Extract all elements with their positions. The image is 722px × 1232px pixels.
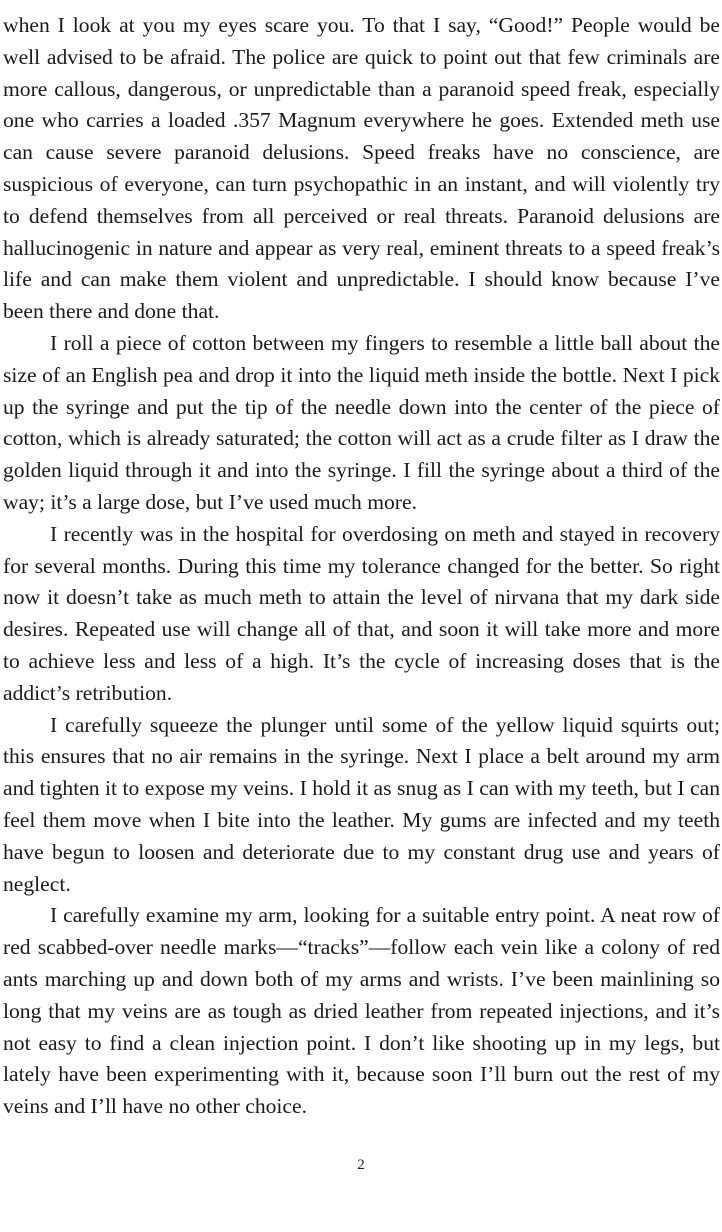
paragraph-4: I carefully squeeze the plunger until some of the yellow liquid squirts out; this ensures that no air remains in the syringe. Next I place a belt around my arm and tighten it to expose my veins. I hold it as snug as I can with my teeth, but I can feel them move when I bite into the leather. My gums are infected and my teeth have begun to loosen and deteriorate due to my constant drug use and years of neglect. bbox=[3, 712, 720, 896]
paragraph-1: when I look at you my eyes scare you. To that I say, “Good!” People would be well advised to be afraid. The police are quick to point out that few criminals are more callous, dangerous, or unpredictable than a paranoid speed freak, especially one who carries a loaded .357 Magnum everywhere he goes. Extended meth use can cause severe paranoid delusions. Speed freaks have no conscience, are suspicious of everyone, can turn psychopathic in an instant, and will violently try to defend themselves from all perceived or real threats. Paranoid delusions are hallucinogenic in nature and appear as very real, eminent threats to a speed freak’s life and can make them violent and unpredictable. I should know because I’ve been there and done that. bbox=[3, 13, 720, 324]
paragraph-5: I carefully examine my arm, looking for a suitable entry point. A neat row of red scabbed-over needle marks—“tracks”—follow each vein like a colony of red ants marching up and down both of my arms and wrists. I’ve been mainlining so long that my veins are as tough as dried leather from repeated injections, and it’s not easy to find a clean injection point. I don’t like shooting up in my legs, but lately have been experimenting with it, because soon I’ll burn out the rest of my veins and I’ll have no other choice. bbox=[3, 903, 720, 1119]
paragraph-3: I recently was in the hospital for overdosing on meth and stayed in recovery for several months. During this time my tolerance changed for the better. So right now it doesn’t take as much meth to attain the level of nirvana that my dark side desires. Repeated use will change all of that, and soon it will take more and more to achieve less and less of a high. It’s the cycle of increasing doses that is the addict’s retribution. bbox=[3, 521, 720, 705]
paragraph-2: I roll a piece of cotton between my fingers to resemble a little ball about the size of an English pea and drop it into the liquid meth inside the bottle. Next I pick up the syringe and put the tip of the needle down into the center of the piece of cotton, which is already saturated; the cotton will act as a crude filter as I draw the golden liquid through it and into the syringe. I fill the syringe about a third of the way; it’s a large dose, but I’ve used much more. bbox=[3, 330, 720, 514]
page-number: 2 bbox=[357, 1157, 365, 1173]
page-body bbox=[3, 10, 720, 1123]
